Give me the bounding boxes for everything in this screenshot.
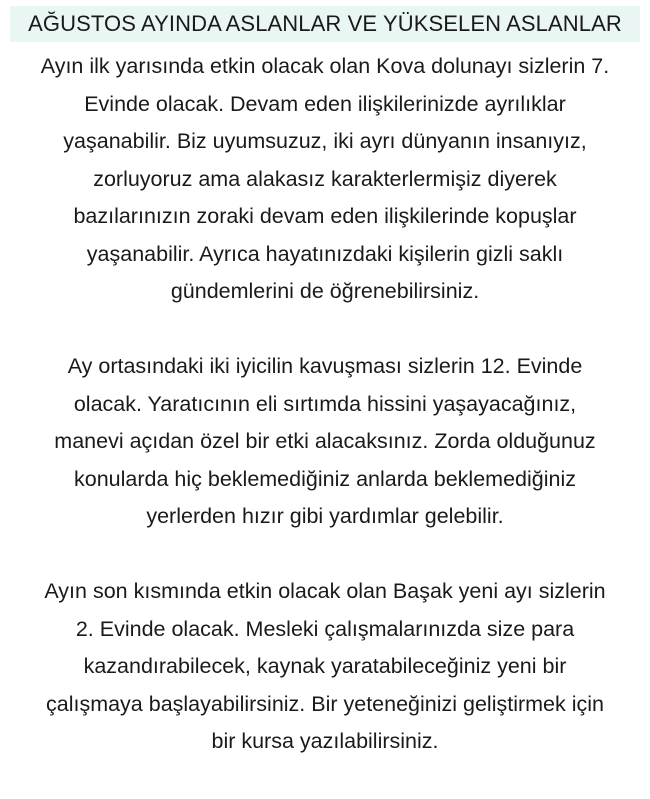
paragraph-line: manevi açıdan özel bir etki alacaksınız. Zorda olduğunuz — [54, 429, 596, 453]
paragraph-line: Ayın son kısmında etkin olacak olan Başak yeni ayı sizlerin — [44, 579, 606, 603]
paragraph-line: 2. Evinde olacak. Mesleki çalışmalarınızda size para — [75, 616, 575, 641]
paragraph-line: kazandırabilecek, kaynak yaratabileceğiniz yeni bir — [83, 654, 567, 678]
paragraph-line: çalışmaya başlayabilirsiniz. Bir yeteneğinizi geliştirmek için — [45, 691, 604, 716]
title-banner — [10, 6, 640, 42]
page-title: AĞUSTOS AYINDA ASLANLAR VE YÜKSELEN ASLANLAR — [28, 11, 622, 36]
paragraph-3 — [10, 573, 640, 761]
paragraph-line: yerlerden hızır gibi yardımlar gelebilir. — [146, 504, 504, 528]
paragraph-line: bazılarınızın zoraki devam eden ilişkilerinde kopuşlar — [73, 204, 577, 228]
paragraph-line: Ayın ilk yarısında etkin olacak olan Kova dolunayı sizlerin 7. — [40, 54, 610, 78]
paragraph-line: gündemlerini de öğrenebilirsiniz. — [170, 279, 480, 303]
paragraph-line: Ay ortasındaki iki iyicilin kavuşması sizlerin 12. Evinde — [67, 354, 583, 378]
article-body — [0, 48, 650, 761]
paragraph-line: konularda hiç beklemediğiniz anlarda beklemediğiniz — [74, 466, 576, 491]
paragraph-line: zorluyoruz ama alakasız karakterlermişiz diyerek — [93, 166, 557, 191]
paragraph-2 — [10, 348, 640, 536]
paragraph-line: olacak. Yaratıcının eli sırtımda hissini yaşayacağınız, — [73, 391, 577, 416]
paragraph-line: yaşanabilir. Biz uyumsuzuz, iki ayrı dünyanın insanıyız, — [63, 129, 587, 153]
paragraph-line: yaşanabilir. Ayrıca hayatınızdaki kişilerin gizli saklı — [86, 241, 564, 266]
paragraph-line: bir kursa yazılabilirsiniz. — [211, 729, 439, 753]
paragraph-1 — [10, 48, 640, 311]
paragraph-line: Evinde olacak. Devam eden ilişkilerinizde ayrılıklar — [84, 91, 566, 116]
